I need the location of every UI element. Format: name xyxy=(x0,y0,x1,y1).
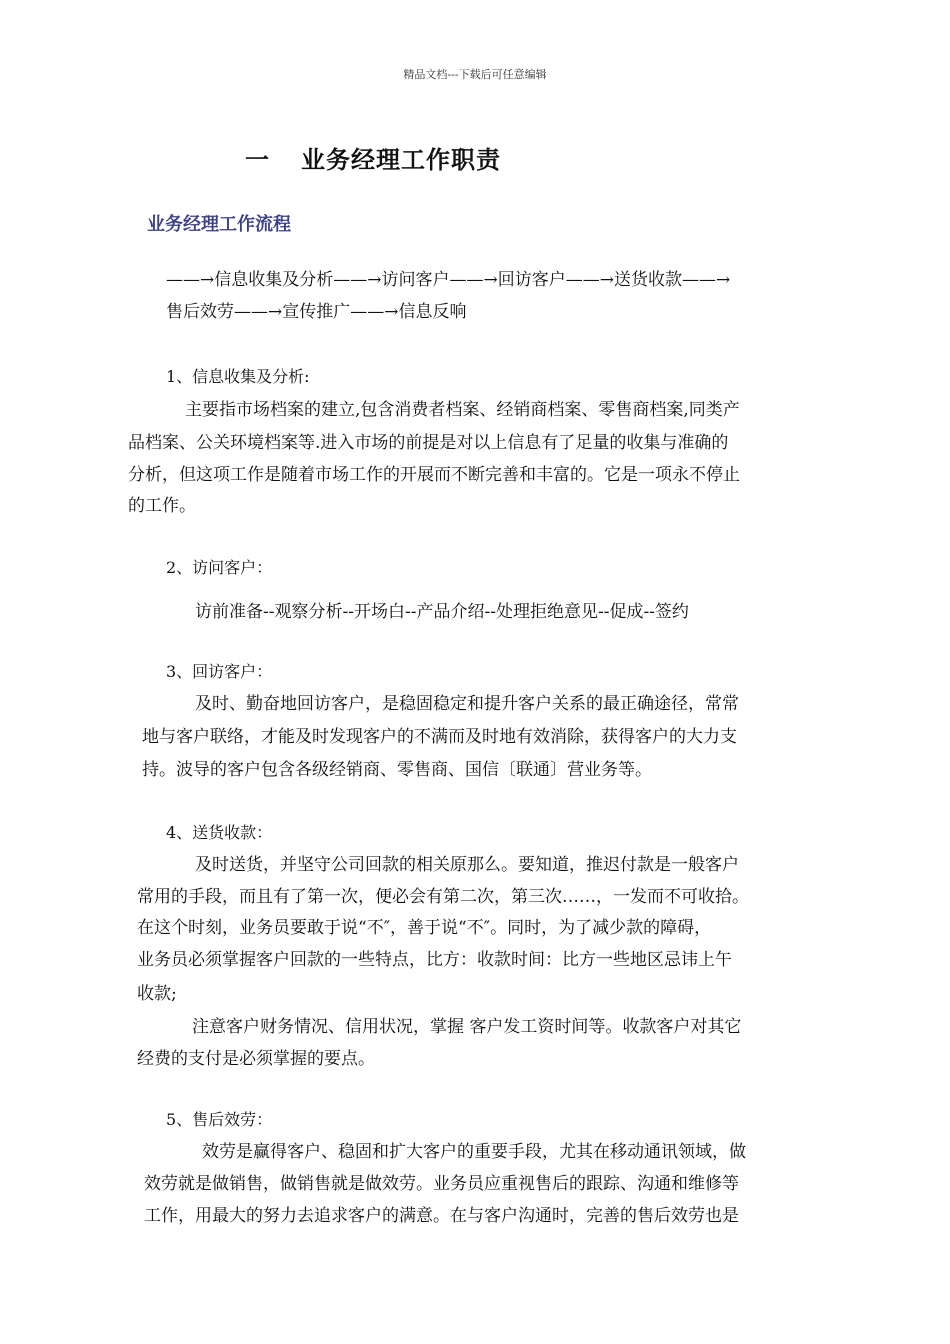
paragraph-line: 分析，但这项工作是随着市场工作的开展而不断完善和丰富的。它是一项永不停止 xyxy=(128,465,740,485)
section-number: 一 xyxy=(245,145,270,174)
paragraph-line: 经费的支付是必须掌握的要点。 xyxy=(137,1049,375,1069)
paragraph-line: 效劳就是做销售，做销售就是做效劳。业务员应重视售后的跟踪、沟通和维修等 xyxy=(144,1174,739,1194)
paragraph-line: 效劳是赢得客户、稳固和扩大客户的重要手段，尤其在移动通讯领域，做 xyxy=(202,1142,746,1162)
paragraph-line: 地与客户联络，才能及时发现客户的不满而及时地有效消除，获得客户的大力支 xyxy=(142,727,737,747)
paragraph-line: 业务员必须掌握客户回款的一些特点，比方：收款时间：比方一些地区忌讳上午 xyxy=(137,950,732,970)
section-heading-2: 2、访问客户： xyxy=(166,558,273,577)
paragraph-line: 访前准备--观察分析--开场白--产品介绍--处理拒绝意见--促成--签约 xyxy=(195,602,689,622)
section-heading-4: 4、送货收款： xyxy=(166,823,273,842)
section-title xyxy=(245,140,501,175)
paragraph-line: 持。波导的客户包含各级经销商、零售商、国信〔联通〕营业务等。 xyxy=(142,760,652,780)
flow-line-2: 售后效劳——→宣传推广——→信息反响 xyxy=(166,302,467,322)
subtitle: 业务经理工作流程 xyxy=(147,214,291,235)
paragraph-line: 的工作。 xyxy=(128,496,196,516)
flow-line-1: ——→信息收集及分析——→访问客户——→回访客户——→送货收款——→ xyxy=(166,270,731,290)
paragraph-line: 品档案、公关环境档案等.进入市场的前提是对以上信息有了足量的收集与准确的 xyxy=(128,433,729,453)
paragraph-line: 及时、勤奋地回访客户，是稳固稳定和提升客户关系的最正确途径，常常 xyxy=(195,694,739,714)
section-heading-3: 3、回访客户： xyxy=(166,662,273,681)
paragraph-line: 工作，用最大的努力去追求客户的满意。在与客户沟通时，完善的售后效劳也是 xyxy=(144,1206,739,1226)
section-heading-1: 1、信息收集及分析: xyxy=(166,367,310,386)
paragraph-line: 常用的手段，而且有了第一次，便必会有第二次，第三次……，一发而不可收拾。 xyxy=(137,887,749,907)
paragraph-line: 及时送货，并坚守公司回款的相关原那么。要知道，推迟付款是一般客户 xyxy=(195,855,739,875)
paragraph-line: 注意客户财务情况、信用状况，掌握 客户发工资时间等。收款客户对其它 xyxy=(192,1017,742,1037)
paragraph-line: 在这个时刻，业务员要敢于说“不″，善于说“不″。同时，为了减少款的障碍， xyxy=(137,918,712,938)
section-title-text: 业务经理工作职责 xyxy=(301,145,501,174)
paragraph-line: 收款; xyxy=(137,984,177,1004)
section-heading-5: 5、售后效劳： xyxy=(166,1110,273,1129)
paragraph-line: 主要指市场档案的建立,包含消费者档案、经销商档案、零售商档案,同类产 xyxy=(185,400,740,420)
page-header: 精品文档---下载后可任意编辑 xyxy=(403,68,547,81)
